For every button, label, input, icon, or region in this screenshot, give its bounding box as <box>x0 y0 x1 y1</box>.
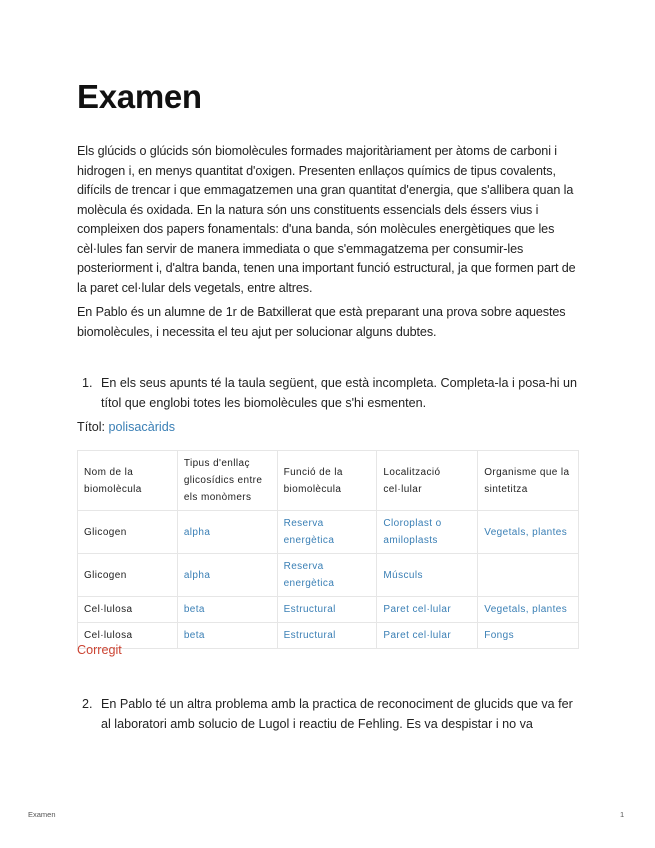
table-cell-answer[interactable]: Fongs <box>478 623 579 649</box>
table-cell-answer[interactable]: Reserva energètica <box>277 554 377 597</box>
page-number: 1 <box>620 810 625 819</box>
table-cell-answer[interactable]: Reserva energètica <box>277 511 377 554</box>
question-1-text: En els seus apunts té la taula següent, que està incompleta. Completa-la i posa-hi un títol que englobi totes les biomolècules que s'hi esmenten. <box>101 376 578 410</box>
table-cell-answer[interactable]: alpha <box>177 554 277 597</box>
table-cell-answer[interactable] <box>478 554 579 597</box>
table-cell: Glicogen <box>78 511 178 554</box>
table-cell-answer[interactable]: Paret cel·lular <box>377 597 478 623</box>
table-cell-answer[interactable]: Cloroplast o amiloplasts <box>377 511 478 554</box>
page-title: Examen <box>77 78 202 115</box>
table-title-answer <box>77 420 175 434</box>
biomolecule-table <box>77 450 579 649</box>
table-cell-answer[interactable]: Estructural <box>277 597 377 623</box>
table-row <box>78 511 579 554</box>
table-cell: Cel·lulosa <box>78 597 178 623</box>
question-2-text: En Pablo té un altra problema amb la practica de reconociment de glucids que va fer al laboratori amb solucio de Lugol i reactiu de Fehling. Es va despistar i no va <box>101 697 573 731</box>
table-row <box>78 623 579 649</box>
intro-paragraph-2: En Pablo és un alumne de 1r de Batxillerat que està preparant una prova sobre aquestes biomolècules, i necessita el teu ajut per solucionar alguns dubtes. <box>77 305 566 339</box>
table-header: Funció de la biomolècula <box>277 451 377 511</box>
table-header: Tipus d'enllaç glicosídics entre els monòmers <box>177 451 277 511</box>
table-cell-answer[interactable]: Estructural <box>277 623 377 649</box>
footer-title: Examen <box>28 810 56 819</box>
titol-answer[interactable]: polisacàrids <box>108 420 175 434</box>
table-cell-answer[interactable]: Paret cel·lular <box>377 623 478 649</box>
table-cell: Cel·lulosa <box>78 623 178 649</box>
corrected-status: Corregit <box>77 643 122 657</box>
table-row <box>78 554 579 597</box>
table-cell-answer[interactable]: alpha <box>177 511 277 554</box>
question-1-number: 1. <box>82 376 93 390</box>
titol-label: Títol: <box>77 420 105 434</box>
table-cell-answer[interactable]: beta <box>177 623 277 649</box>
table-cell-answer[interactable]: beta <box>177 597 277 623</box>
table-cell-answer[interactable]: Vegetals, plantes <box>478 511 579 554</box>
question-2-number: 2. <box>82 697 93 711</box>
table-header: Nom de la biomolècula <box>78 451 178 511</box>
intro-paragraph: Els glúcids o glúcids són biomolècules formades majoritàriament per àtoms de carboni i hidrogen i, en menys quantitat d'oxigen. Presenten enllaços químics de tipus covalents, difícils de trencar i que emmagatzemen una gran quantitat d'energia, que s'allibera quan la molècula és oxidada. En la natura són uns constituents essencials dels éssers vius i compleixen dos papers fonamentals: d'una banda, són molècules energètiques que les cèl·lules fan servir de manera immediata o que s'emmagatzema per consumir-les posteriorment i, d'altra banda, tenen una important funció estructural, ja que formen part de la paret cel·lular dels vegetals, entre altres. <box>77 144 576 295</box>
table-header-row <box>78 451 579 511</box>
table-header: Organisme que la sintetitza <box>478 451 579 511</box>
table-cell-answer[interactable]: Vegetals, plantes <box>478 597 579 623</box>
table-cell-answer[interactable]: Músculs <box>377 554 478 597</box>
table-row <box>78 597 579 623</box>
table-cell: Glicogen <box>78 554 178 597</box>
table-header: Localització cel·lular <box>377 451 478 511</box>
